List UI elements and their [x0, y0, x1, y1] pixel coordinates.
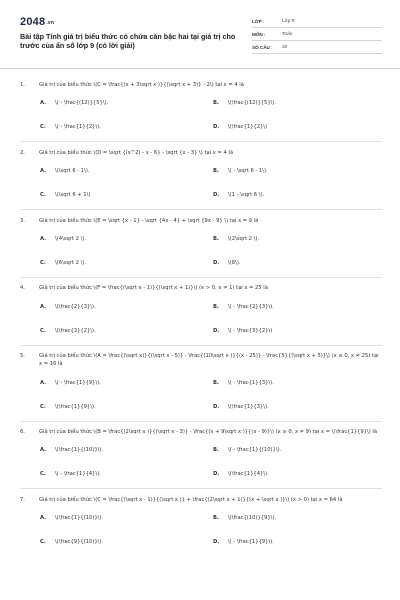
option-value: \( - \sqrt 6 - 1\).	[228, 168, 268, 174]
answer-option[interactable]	[40, 227, 213, 251]
answer-option[interactable]	[40, 295, 213, 319]
answer-option[interactable]	[213, 395, 386, 419]
logo-text: 2048	[20, 16, 46, 28]
option-value: \( - \frac{(12)}{5}\).	[55, 100, 109, 107]
option-label: A.	[40, 100, 47, 107]
answer-option[interactable]	[213, 506, 386, 530]
answer-options	[20, 438, 382, 486]
logo-tld: .vn	[46, 20, 55, 26]
site-logo[interactable]	[20, 16, 54, 28]
option-value: \(6\sqrt 2 \).	[55, 259, 87, 266]
answer-option[interactable]	[213, 159, 386, 183]
question-stem	[20, 489, 382, 504]
option-label: D.	[213, 403, 220, 410]
option-value: \( - \frac{1}{3}\).	[228, 379, 274, 386]
option-value: \( - \frac{1}{9}\).	[55, 379, 101, 386]
option-value: \(\frac{1}{3}\).	[228, 403, 269, 410]
answer-option[interactable]	[40, 251, 213, 275]
answer-option[interactable]	[40, 438, 213, 462]
option-value: \(\frac{2}{3}\).	[55, 303, 96, 310]
answer-option[interactable]	[40, 530, 213, 554]
answer-option[interactable]	[40, 91, 213, 115]
option-label: C.	[40, 192, 46, 198]
meta-table	[252, 15, 382, 54]
question-item	[20, 345, 382, 421]
answer-option[interactable]	[40, 159, 213, 183]
option-label: D.	[213, 259, 220, 266]
question-text: Giá trị của biểu thức \(C = \frac{(x + 3\sqrt x )}{(\sqrt x + 3)} - 2\) tại x = 4 là	[39, 82, 244, 88]
option-value: \(2\sqrt 2 \).	[228, 235, 260, 242]
option-label: B.	[213, 379, 219, 386]
option-label: B.	[213, 168, 219, 174]
answer-option[interactable]	[40, 183, 213, 207]
answer-options	[20, 227, 382, 275]
option-label: A.	[40, 515, 47, 522]
question-stem	[20, 210, 382, 225]
question-text: Giá trị của biểu thức \(F = \frac{(\sqrt x - 1)}{(\sqrt x + 1)}\) (x > 0, x ≠ 1) tại x = 25 là	[39, 285, 268, 292]
question-stem	[20, 345, 382, 368]
question-item	[20, 277, 382, 345]
meta-value: Lớp 9	[282, 18, 295, 24]
option-label: C.	[40, 539, 46, 546]
page-header	[20, 12, 382, 62]
question-item	[20, 489, 382, 554]
option-value: \(\frac{1}{(10)}\).	[55, 447, 104, 454]
option-label: D.	[213, 539, 220, 546]
question-number: 2.	[20, 149, 25, 156]
meta-value: 20	[282, 44, 288, 50]
question-number: 6.	[20, 429, 25, 436]
option-label: B.	[213, 235, 219, 242]
option-value: \(\frac{(12)}{5}\).	[228, 100, 277, 107]
option-label: C.	[40, 403, 46, 410]
meta-value: Toán	[282, 31, 293, 37]
option-value: \( - \frac{1}{2}\).	[55, 124, 101, 131]
question-item	[20, 421, 382, 489]
meta-key: SỐ CÂU :	[252, 44, 273, 50]
answer-option[interactable]	[40, 319, 213, 343]
option-label: C.	[40, 327, 46, 334]
answer-options	[20, 91, 382, 139]
question-stem	[20, 277, 382, 292]
answer-option[interactable]	[213, 371, 386, 395]
option-value: \(\frac{1}{4}\).	[228, 471, 269, 478]
option-label: B.	[213, 100, 219, 107]
meta-key: MÔN :	[252, 31, 266, 37]
question-item	[20, 210, 382, 278]
question-text: Giá trị của biểu thức \(B = \frac{(2\sqrt x )}{(\sqrt x - 3)} - \frac{(x + 9\sqrt x )}{(x - 9)}\) (x ≥ 0, x ≠ 9) tại x = \(\frac{1}{9}\) là	[39, 429, 378, 436]
option-value: \( - \frac{1}{4}\).	[55, 471, 101, 478]
question-number: 4.	[20, 285, 25, 292]
option-value: \(\frac{1}{(10)}\).	[55, 515, 104, 522]
answer-option[interactable]	[40, 115, 213, 139]
option-value: \(4\sqrt 2 \).	[55, 235, 87, 242]
answer-option[interactable]	[40, 462, 213, 486]
meta-row-class	[252, 15, 382, 28]
meta-row-subject	[252, 28, 382, 41]
option-value: \(\frac{9}{(10)}\).	[55, 539, 104, 546]
answer-option[interactable]	[213, 183, 386, 207]
option-value: \(\frac{1}{2}\)	[228, 124, 268, 131]
question-item	[20, 142, 382, 210]
option-value: \( - \frac{3}{2}\)	[228, 327, 273, 334]
question-number: 1.	[20, 82, 25, 88]
option-value: \(\frac{1}{9}\).	[55, 403, 96, 410]
option-value: \( - \frac{1}{(10)}\).	[228, 447, 282, 454]
answer-option[interactable]	[213, 530, 386, 554]
document-title: Bài tập Tính giá trị biểu thức có chứa căn bậc hai tại giá trị cho trước của ẩn số lớp 9 (có lời giải)	[20, 32, 236, 51]
option-value: \(8\).	[228, 259, 241, 266]
option-label: C.	[40, 471, 46, 478]
answer-options	[20, 295, 382, 343]
option-label: A.	[40, 235, 47, 242]
option-value: \( - \frac{1}{9}\).	[228, 539, 274, 546]
answer-option[interactable]	[40, 395, 213, 419]
option-label: B.	[213, 303, 219, 310]
meta-row-count	[252, 41, 382, 54]
option-label: A.	[40, 303, 47, 310]
option-label: D.	[213, 124, 220, 131]
meta-key: LỚP :	[252, 18, 265, 24]
question-number: 7.	[20, 496, 25, 503]
option-label: A.	[40, 168, 47, 174]
option-label: D.	[213, 471, 220, 478]
option-label: C.	[40, 124, 46, 131]
answer-option[interactable]	[213, 251, 386, 275]
option-label: A.	[40, 447, 47, 454]
option-value: \( - \frac{2}{3}\).	[228, 303, 274, 310]
answer-option[interactable]	[213, 115, 386, 139]
answer-options	[20, 506, 382, 554]
answer-option[interactable]	[213, 91, 386, 115]
option-value: \(\frac{(10)}{9}\).	[228, 515, 277, 522]
question-stem	[20, 142, 382, 157]
question-item	[20, 74, 382, 142]
answer-options	[20, 371, 382, 419]
question-number: 5.	[20, 353, 25, 360]
answer-option[interactable]	[40, 506, 213, 530]
answer-option[interactable]	[213, 295, 386, 319]
option-value: \(\sqrt 6 - 1\).	[55, 168, 90, 174]
question-text: Giá trị của biểu thức \(D = \sqrt {(x^2) - x - 6} - \sqrt {x - 3} \) tại x = 4 là	[39, 149, 234, 156]
option-label: D.	[213, 327, 220, 334]
header-divider	[0, 68, 400, 69]
question-stem	[20, 421, 382, 436]
answer-option[interactable]	[213, 227, 386, 251]
question-text: Giá trị của biểu thức \(C = \frac{(\sqrt x - 1)}{(\sqrt x )} + \frac{(2\sqrt x + 1)}{(x + \sqrt x )}\) (x > 0) tại x = 64 là	[39, 496, 343, 503]
option-label: B.	[213, 447, 219, 454]
option-label: D.	[213, 192, 220, 198]
answer-option[interactable]	[213, 462, 386, 486]
question-list	[20, 74, 382, 554]
question-text: Giá trị của biểu thức \(A = \frac{(\sqrt x)}{(\sqrt x - 5)} - \frac{(10\sqrt x )}{(x - 25)} - \frac{5}{(\sqrt x + 5)}\) (x ≥ 0, x ≠ 25) tại x = 16 là	[39, 353, 379, 368]
option-value: \(1 - \sqrt 6 \).	[228, 192, 265, 198]
option-label: B.	[213, 515, 219, 522]
question-text: Giá trị của biểu thức \(E = \sqrt {x - 1} - \sqrt {4x - 4} + \sqrt {9x - 9} \) tại x = 9 là	[39, 217, 259, 224]
question-number: 3.	[20, 217, 25, 224]
question-stem	[20, 74, 382, 89]
option-value: \(\frac{3}{2}\).	[55, 327, 96, 334]
answer-option[interactable]	[213, 438, 386, 462]
answer-options	[20, 159, 382, 207]
option-label: C.	[40, 259, 46, 266]
option-value: \(\sqrt 6 + 1\)	[55, 192, 91, 198]
answer-option[interactable]	[40, 371, 213, 395]
option-label: A.	[40, 379, 47, 386]
answer-option[interactable]	[213, 319, 386, 343]
